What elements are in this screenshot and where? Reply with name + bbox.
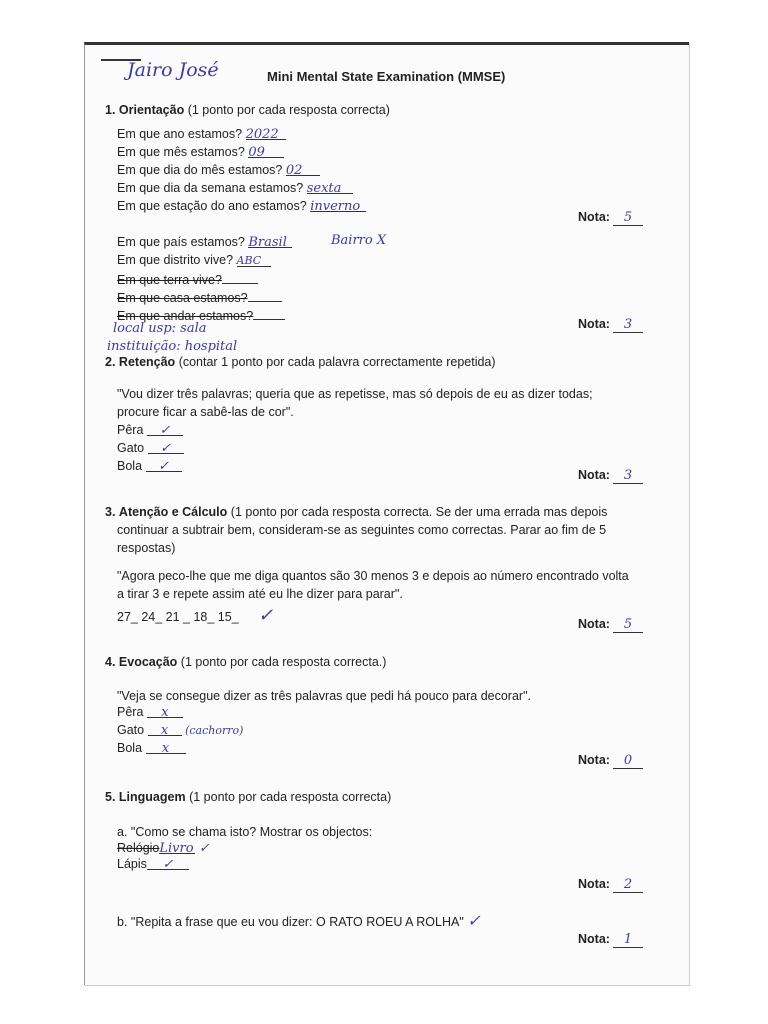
q-andar: Em que andar estamos? — [117, 307, 285, 323]
exam-sheet — [84, 42, 689, 985]
retention-instruction-2: procure ficar a sabê-las de cor". — [117, 405, 294, 419]
q-year: Em que ano estamos? 2022 — [117, 127, 286, 141]
nota-retention: Nota: 3 — [578, 468, 643, 484]
retention-word-3: Bola ✓ — [117, 459, 182, 473]
q-weekday: Em que dia da semana estamos? sexta — [117, 181, 353, 195]
retention-instruction-1: "Vou dizer três palavras; queria que as repetisse, mas só depois de eu as dizer todas; — [117, 387, 593, 401]
q-season: Em que estação do ano estamos? inverno — [117, 199, 366, 213]
nota-language-b: Nota: 1 — [578, 932, 643, 948]
page-title: Mini Mental State Examination (MMSE) — [267, 69, 506, 84]
note-bairro: Bairro X — [331, 233, 387, 248]
calc-sequence: 27_ 24_ 21 _ 18_ 15_ ✓ — [117, 605, 274, 626]
q-day: Em que dia do mês estamos? 02 — [117, 163, 320, 177]
nota-calc: Nota: 5 — [578, 617, 643, 633]
note-instituicao: instituição: hospital — [107, 339, 238, 354]
q-terra: Em que terra vive? — [117, 271, 258, 287]
nota-language-a: Nota: 2 — [578, 877, 643, 893]
q-casa: Em que casa estamos? — [117, 289, 282, 305]
calc-desc-3: respostas) — [117, 541, 176, 555]
patient-name: Jairo José — [127, 59, 219, 81]
evocation-word-1: Pêra x — [117, 705, 183, 719]
evocation-word-3: Bola x — [117, 741, 186, 755]
q-country: Em que país estamos? Brasil — [117, 235, 292, 249]
nota-orientation-2: Nota: 3 — [578, 317, 643, 333]
retention-word-2: Gato ✓ — [117, 441, 184, 455]
language-object-1: RelógioLivro ✓ — [117, 841, 210, 856]
calc-instruction-1: "Agora peco-lhe que me diga quantos são 30 menos 3 e depois ao número encontrado volta — [117, 569, 629, 583]
nota-evocation: Nota: 0 — [578, 753, 643, 769]
section-3-heading: 3. Atenção e Cálculo (1 ponto por cada resposta correcta. Se der uma errada mas depois — [105, 505, 608, 519]
q-month: Em que mês estamos? 09 — [117, 145, 284, 159]
note-local: local usp: sala — [113, 321, 207, 336]
section-2-heading: 2. Retenção (contar 1 ponto por cada palavra correctamente repetida) — [105, 355, 496, 369]
section-5-heading: 5. Linguagem (1 ponto por cada resposta correcta) — [105, 790, 392, 804]
language-a-instruction: a. "Como se chama isto? Mostrar os objectos: — [117, 825, 373, 839]
q-district: Em que distrito vive? ABC — [117, 253, 271, 267]
retention-word-1: Pêra ✓ — [117, 423, 183, 437]
calc-instruction-2: a tirar 3 e repete assim até eu lhe dizer para parar". — [117, 587, 403, 601]
nota-orientation-1: Nota: 5 — [578, 210, 643, 226]
section-4-heading: 4. Evocação (1 ponto por cada resposta correcta.) — [105, 655, 387, 669]
language-object-2: Lápis ✓ — [117, 857, 189, 871]
section-1-heading: 1. Orientação (1 ponto por cada resposta correcta) — [105, 103, 390, 117]
evocation-word-2: Gato x (cachorro) — [117, 723, 244, 738]
evocation-instruction: "Veja se consegue dizer as três palavras que pedi há pouco para decorar". — [117, 689, 531, 703]
language-b-instruction: b. "Repita a frase que eu vou dizer: O RATO ROEU A ROLHA" ✓ — [117, 911, 481, 930]
calc-desc-2: continuar a subtrair bem, consideram-se as seguintes como correctas. Parar ao fim de 5 — [117, 523, 607, 537]
